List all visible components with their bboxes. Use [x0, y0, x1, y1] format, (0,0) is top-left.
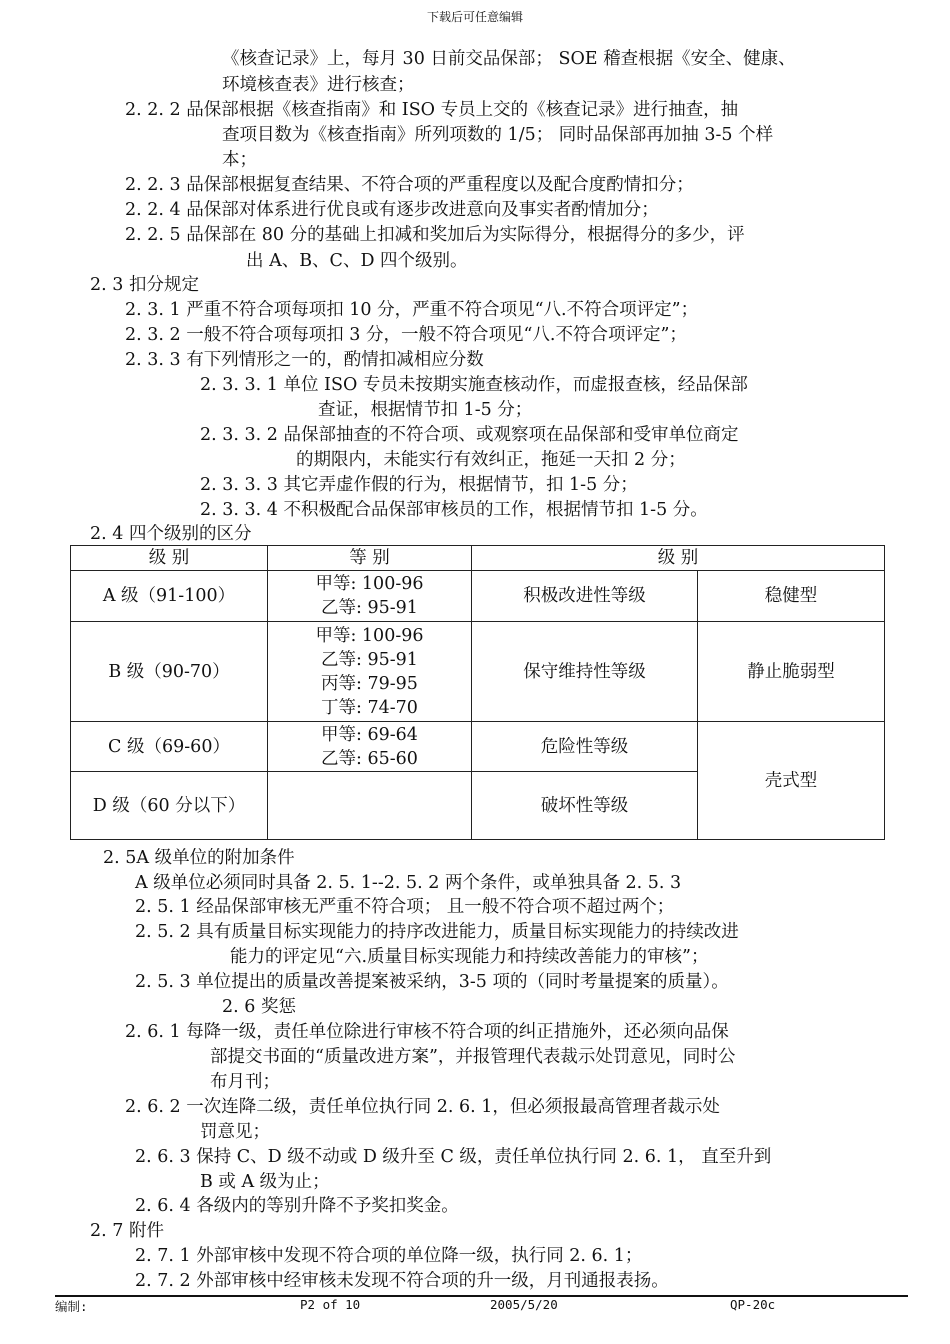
grade-cell — [268, 571, 472, 622]
text-line: 2. 3. 3. 2 品保部抽查的不符合项、或观察项在品保部和受审单位商定 — [200, 425, 739, 445]
text-line: 2. 7. 1 外部审核中发现不符合项的单位降一级，执行同 2. 6. 1； — [135, 1246, 643, 1266]
text-line: A 级单位必须同时具备 2. 5. 1--2. 5. 2 两个条件，或单独具备 2. 5. 3 — [135, 873, 682, 893]
table-header: 等 别 — [268, 546, 472, 571]
text-line: 2. 2. 4 品保部对体系进行优良或有逐步改进意向及事实者酌情加分； — [125, 200, 659, 220]
text-line: 能力的评定见“六.质量目标实现能力和持续改善能力的审核”； — [230, 947, 709, 967]
type-cell: 稳健型 — [698, 571, 885, 622]
text-line: 2. 2. 3 品保部根据复查结果、不符合项的严重程度以及配合度酌情扣分； — [125, 175, 694, 195]
text-line: 查证，根据情节扣 1-5 分； — [318, 400, 533, 420]
footer-code: QP-20c — [730, 1297, 776, 1312]
footer-author: 编制: — [55, 1299, 88, 1314]
table-header: 级 别 — [472, 546, 885, 571]
text-line: 出 A、B、C、D 四个级别。 — [246, 251, 468, 271]
text-line: 2. 3. 2 一般不符合项每项扣 3 分，一般不符合项见“八.不符合项评定”； — [125, 325, 687, 345]
text-line: 2. 3. 3 有下列情形之一的，酌情扣减相应分数 — [125, 350, 484, 370]
text-line: 2. 2. 5 品保部在 80 分的基础上扣减和奖加后为实际得分，根据得分的多少，评 — [125, 225, 745, 245]
footer-date: 2005/5/20 — [490, 1297, 558, 1312]
text-line: 2. 6. 3 保持 C、D 级不动或 D 级升至 C 级，责任单位执行同 2. 6. 1， 直至升到 — [135, 1147, 772, 1167]
level-cell: C 级（69-60） — [71, 722, 268, 772]
text-line: 2. 3. 3. 1 单位 ISO 专员未按期实施查核动作，而虚报查核，经品保部 — [200, 375, 748, 395]
text-line: 2. 5. 1 经品保部审核无严重不符合项； 且一般不符合项不超过两个； — [135, 897, 675, 917]
page-header: 下载后可任意编辑 — [426, 10, 523, 24]
grade-cell — [268, 622, 472, 722]
text-line: 2. 6. 4 各级内的等别升降不予奖扣奖金。 — [135, 1196, 459, 1216]
grade-line: 甲等: 100-96 — [315, 625, 424, 646]
text-line: 部提交书面的“质量改进方案”，并报管理代表裁示处罚意见，同时公 — [210, 1047, 736, 1067]
text-line: 查项目数为《核查指南》所列项数的 1/5； 同时品保部再加抽 3-5 个样 — [222, 125, 774, 145]
text-line: 本； — [222, 150, 257, 170]
section-heading: 2. 3 扣分规定 — [90, 275, 199, 295]
level-table — [70, 545, 885, 840]
level-cell: D 级（60 分以下） — [71, 772, 268, 840]
grade-cell — [268, 772, 472, 840]
grade-cell — [268, 722, 472, 772]
text-line: 的期限内，未能实行有效纠正，拖延一天扣 2 分； — [296, 450, 686, 470]
footer-divider — [55, 1295, 908, 1297]
footer-page: P2 of 10 — [300, 1297, 361, 1312]
section-heading: 2. 7 附件 — [90, 1221, 164, 1241]
text-line: 2. 3. 1 严重不符合项每项扣 10 分，严重不符合项见“八.不符合项评定”； — [125, 300, 699, 320]
text-line: 2. 7. 2 外部审核中经审核未发现不符合项的升一级，月刊通报表扬。 — [135, 1271, 669, 1291]
text-line: 环境核查表》进行核查； — [222, 75, 415, 95]
grade-line: 甲等: 100-96 — [315, 574, 424, 594]
section-heading: 2. 5A 级单位的附加条件 — [103, 848, 295, 868]
grade-line: 乙等: 95-91 — [321, 649, 418, 670]
section-heading: 2. 6 奖惩 — [222, 997, 296, 1017]
text-line: 罚意见； — [200, 1122, 270, 1142]
nature-cell: 保守维持性等级 — [472, 622, 698, 722]
section-heading: 2. 4 四个级别的区分 — [90, 524, 252, 544]
type-cell: 壳式型 — [698, 722, 885, 840]
nature-cell: 积极改进性等级 — [472, 571, 698, 622]
text-line: 2. 6. 2 一次连降二级，责任单位执行同 2. 6. 1，但必须报最高管理者裁示处 — [125, 1097, 720, 1117]
text-line: 2. 5. 3 单位提出的质量改善提案被采纳，3-5 项的（同时考量提案的质量）。 — [135, 972, 729, 992]
text-line: 2. 2. 2 品保部根据《核查指南》和 ISO 专员上交的《核查记录》进行抽查，抽 — [125, 100, 739, 120]
grade-line: 甲等: 69-64 — [321, 724, 418, 745]
text-line: 2. 5. 2 具有质量目标实现能力的持序改进能力，质量目标实现能力的持续改进 — [135, 922, 739, 942]
nature-cell: 破坏性等级 — [472, 772, 698, 840]
table-header: 级 别 — [71, 546, 268, 571]
grade-line: 乙等: 65-60 — [321, 748, 418, 769]
text-line: B 或 A 级为止； — [200, 1172, 330, 1192]
grade-line: 丙等: 79-95 — [321, 673, 418, 694]
text-line: 2. 3. 3. 4 不积极配合品保部审核员的工作，根据情节扣 1-5 分。 — [200, 500, 708, 520]
level-cell: A 级（91-100） — [71, 571, 268, 622]
text-line: 《核查记录》上，每月 30 日前交品保部； SOE 稽查根据《安全、健康、 — [222, 49, 796, 69]
level-cell: B 级（90-70） — [71, 622, 268, 722]
text-line: 2. 3. 3. 3 其它弄虚作假的行为，根据情节，扣 1-5 分； — [200, 475, 638, 495]
grade-line: 丁等: 74-70 — [321, 697, 418, 718]
text-line: 布月刊； — [210, 1072, 280, 1092]
grade-line: 乙等: 95-91 — [321, 598, 418, 618]
text-line: 2. 6. 1 每降一级，责任单位除进行审核不符合项的纠正措施外，还必须向品保 — [125, 1022, 729, 1042]
type-cell: 静止脆弱型 — [698, 622, 885, 722]
nature-cell: 危险性等级 — [472, 722, 698, 772]
